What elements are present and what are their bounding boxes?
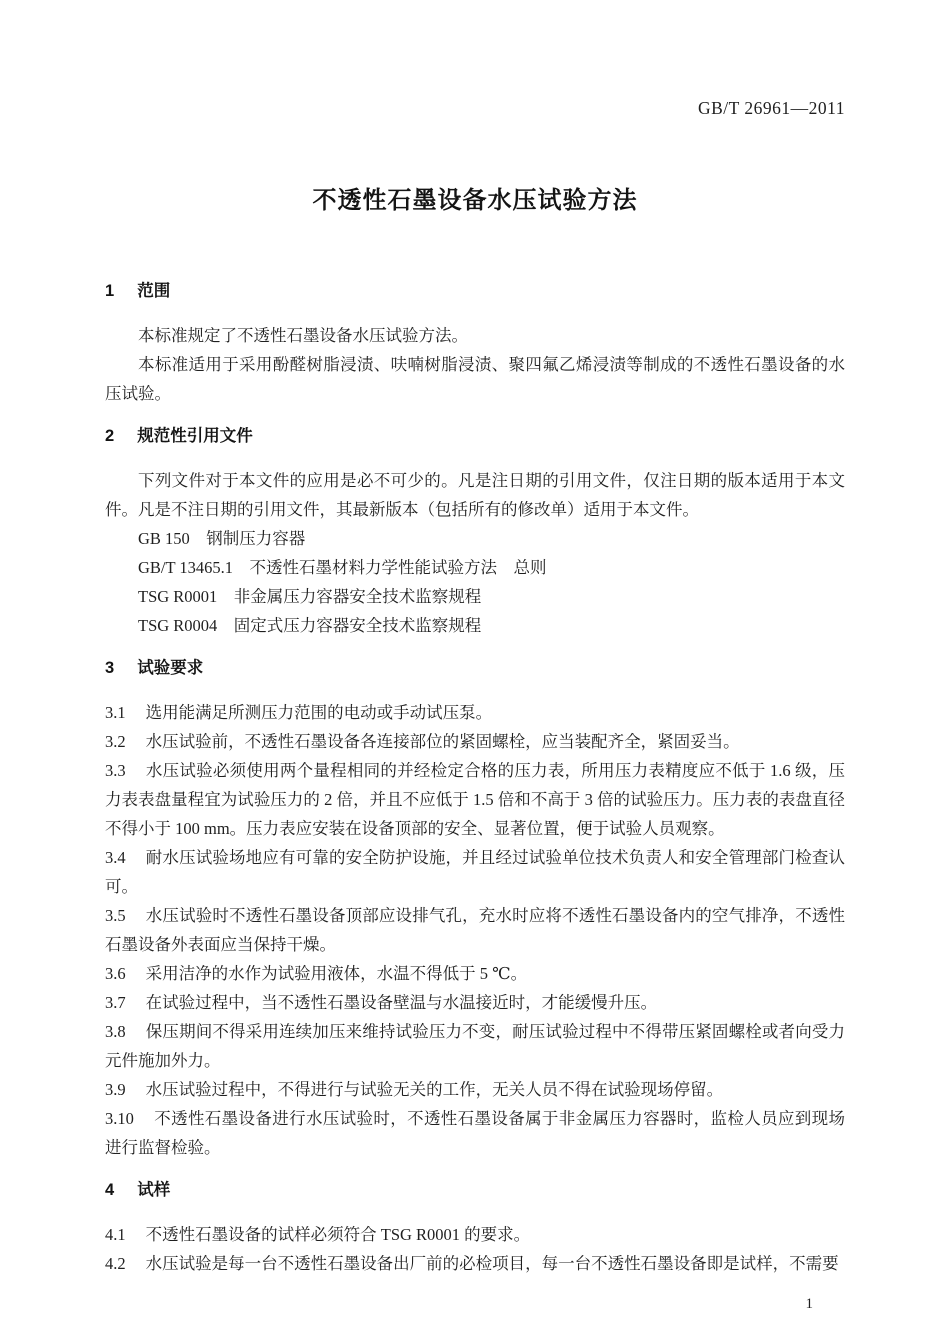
clause-number: 3.8 [105,1022,126,1041]
reference-item: GB 150 钢制压力容器 [138,529,306,548]
clause-text: 采用洁净的水作为试验用液体，水温不得低于 5 ℃。 [145,964,528,983]
body-paragraph: 本标准适用于采用酚醛树脂浸渍、呋喃树脂浸渍、聚四氟乙烯浸渍等制成的不透性石墨设备的水压试验。 [105,355,845,403]
clause-item [105,1220,845,1249]
clause-number: 3.3 [105,761,126,780]
section-number: 2 [105,427,115,445]
section-number: 3 [105,659,115,677]
clause-item [105,843,845,901]
clause-item [105,727,845,756]
section-heading [105,1176,845,1205]
document-title: 不透性石墨设备水压试验方法 [312,187,638,214]
section-test-requirements [105,654,845,1162]
section-title: 试样 [137,1181,171,1199]
clause-item [105,988,845,1017]
section-title: 规范性引用文件 [137,427,253,445]
reference-item: TSG R0001 非金属压力容器安全技术监察规程 [138,587,482,606]
clause-text: 不透性石墨设备的试样必须符合 TSG R0001 的要求。 [145,1225,531,1244]
clause-number: 4.1 [105,1225,126,1244]
clause-item [105,1249,845,1278]
clause-item [105,959,845,988]
clause-number: 3.2 [105,732,126,751]
clause-item [105,901,845,959]
section-heading [105,277,845,306]
section-heading [105,422,845,451]
page-number: 1 [805,1296,813,1312]
clause-text: 保压期间不得采用连续加压来维持试验压力不变，耐压试验过程中不得带压紧固螺栓或者向受力元件施加外力。 [105,1022,845,1070]
clause-number: 3.4 [105,848,126,867]
clause-item [105,1075,845,1104]
clause-text: 不透性石墨设备进行水压试验时，不透性石墨设备属于非金属压力容器时，监检人员应到现场进行监督检验。 [105,1109,845,1157]
clause-text: 水压试验是每一台不透性石墨设备出厂前的必检项目，每一台不透性石墨设备即是试样，不需要 [145,1254,839,1273]
clause-text: 在试验过程中，当不透性石墨设备壁温与水温接近时，才能缓慢升压。 [145,993,658,1012]
body-paragraph: 本标准规定了不透性石墨设备水压试验方法。 [138,326,468,345]
clause-text: 水压试验必须使用两个量程相同的并经检定合格的压力表，所用压力表精度应不低于 1.6 级，压力表表盘量程宜为试验压力的 2 倍，并且不应低于 1.5 倍和不高于 3 倍的试验压力。压力表的表盘直径不得小于 100 mm。压力表应安装在设备顶部的安全、显著位置，便于试验人员观察。 [105,761,845,838]
page-content [105,0,845,1319]
reference-item: TSG R0004 固定式压力容器安全技术监察规程 [138,616,482,635]
section-number: 1 [105,282,115,300]
section-title: 试验要求 [137,659,204,677]
section-test-specimen [105,1176,845,1278]
section-scope [105,277,845,408]
clause-number: 3.1 [105,703,126,722]
clause-item [105,756,845,843]
clause-item [105,1104,845,1162]
clause-number: 3.7 [105,993,126,1012]
section-title: 范围 [137,282,171,300]
clause-item [105,698,845,727]
section-heading [105,654,845,683]
standard-code: GB/T 26961—2011 [697,98,845,118]
clause-number: 3.10 [105,1109,134,1128]
clause-number: 4.2 [105,1254,126,1273]
reference-item: GB/T 13465.1 不透性石墨材料力学性能试验方法 总则 [138,558,547,577]
section-normative-references [105,422,845,640]
clause-number: 3.6 [105,964,126,983]
section-number: 4 [105,1181,115,1199]
clause-text: 水压试验过程中，不得进行与试验无关的工作，无关人员不得在试验现场停留。 [145,1080,724,1099]
clause-number: 3.5 [105,906,126,925]
clause-number: 3.9 [105,1080,126,1099]
clause-text: 选用能满足所测压力范围的电动或手动试压泵。 [145,703,493,722]
clause-text: 水压试验时不透性石墨设备顶部应设排气孔，充水时应将不透性石墨设备内的空气排净，不透性石墨设备外表面应当保持干燥。 [105,906,845,954]
body-paragraph: 下列文件对于本文件的应用是必不可少的。凡是注日期的引用文件，仅注日期的版本适用于本文件。凡是不注日期的引用文件，其最新版本（包括所有的修改单）适用于本文件。 [105,471,845,519]
clause-item [105,1017,845,1075]
clause-text: 水压试验前，不透性石墨设备各连接部位的紧固螺栓，应当装配齐全，紧固妥当。 [145,732,740,751]
clause-text: 耐水压试验场地应有可靠的安全防护设施，并且经过试验单位技术负责人和安全管理部门检查认可。 [105,848,845,896]
